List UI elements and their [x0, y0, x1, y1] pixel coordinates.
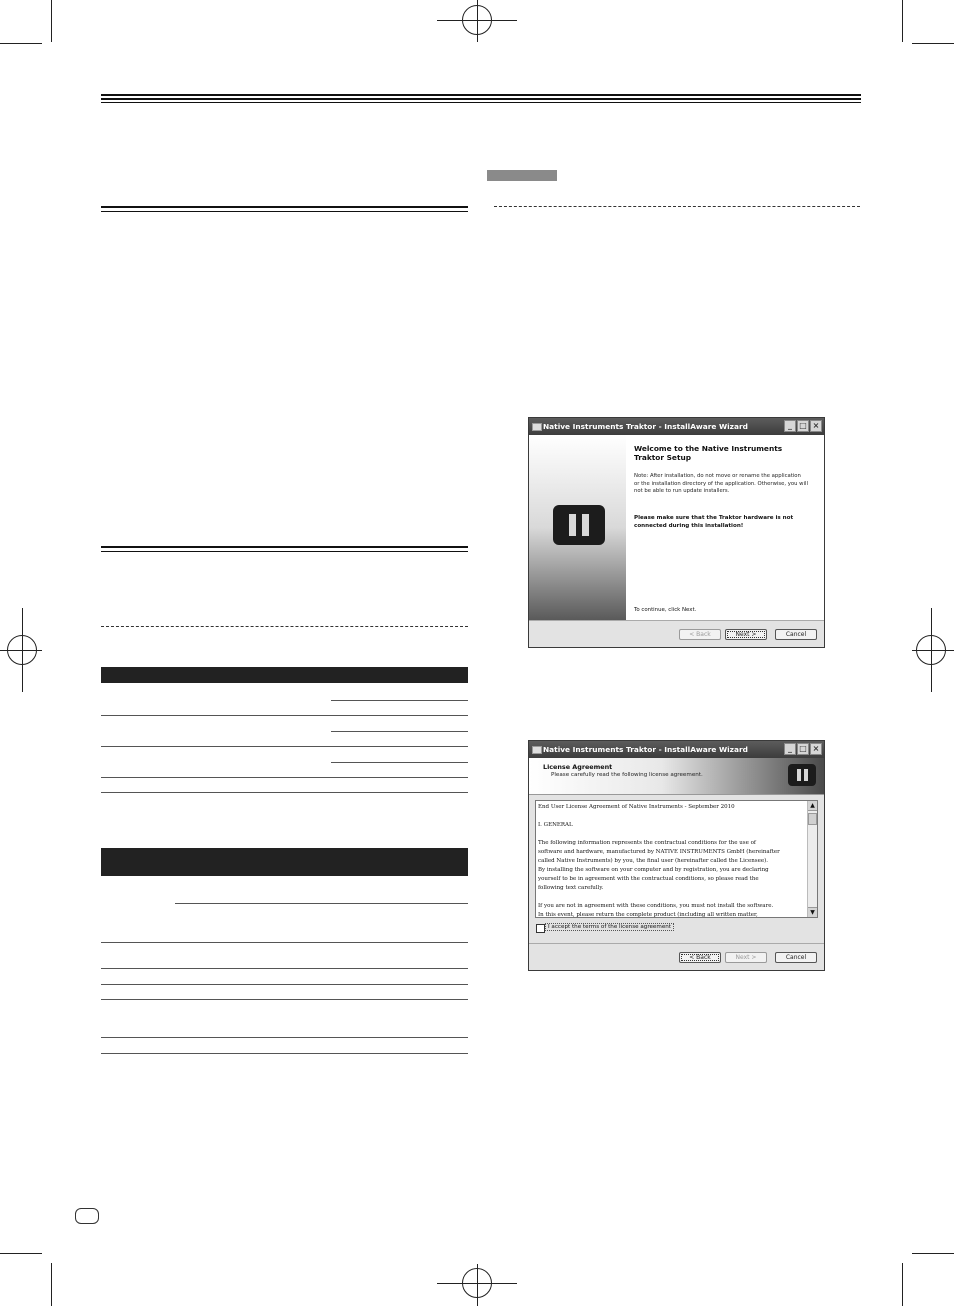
maximize-icon[interactable]: □: [797, 420, 809, 432]
license-line: [538, 812, 808, 821]
maximize-icon[interactable]: □: [797, 743, 809, 755]
license-line: [538, 893, 808, 902]
welcome-heading-line1: Welcome to the Native Instruments: [634, 444, 783, 453]
license-text-box[interactable]: [535, 800, 818, 918]
close-icon[interactable]: ×: [810, 420, 822, 432]
license-dialog-title: Native Instruments Traktor - InstallAware Wizard: [543, 745, 748, 754]
scroll-up-icon[interactable]: ▲: [808, 801, 817, 811]
welcome-cancel-button[interactable]: Cancel: [775, 629, 817, 640]
welcome-note-line2: or the installation directory of the application. Otherwise, you will: [634, 480, 808, 487]
license-dialog-titlebar[interactable]: [529, 741, 824, 758]
page-number-badge: [75, 1208, 99, 1224]
license-scrollbar[interactable]: [807, 801, 817, 917]
ni-logo-icon: [788, 764, 816, 786]
license-line: In this event, please return the complete product (including all written matter,: [538, 912, 758, 918]
license-line: End User License Agreement of Native Instruments - September 2010: [538, 804, 735, 810]
dashed-divider-left: [101, 626, 468, 627]
welcome-note-line3: not be able to run update installers.: [634, 488, 730, 494]
minimize-icon[interactable]: _: [784, 743, 796, 755]
welcome-next-button[interactable]: Next >: [725, 629, 767, 640]
welcome-warning-line1: Please make sure that the Traktor hardware is not: [634, 515, 794, 521]
license-line: called Native Instruments) by you, the final user (hereinafter called the Licensee).: [538, 858, 768, 864]
license-section-title: License Agreement: [543, 763, 613, 771]
ni-logo-icon: [553, 505, 605, 545]
accept-checkbox-label[interactable]: I accept the terms of the license agreement: [545, 923, 674, 931]
accept-checkbox[interactable]: [536, 924, 545, 933]
welcome-dialog: [528, 417, 825, 648]
minimize-icon[interactable]: _: [784, 420, 796, 432]
license-line: By installing the software on your computer and by registration, you are declaring: [538, 867, 769, 873]
welcome-warning-line2: connected during this installation!: [634, 522, 744, 529]
license-line: If you are not in agreement with these conditions, you must not install the software.: [538, 903, 774, 909]
welcome-dialog-title: Native Instruments Traktor - InstallAware Wizard: [543, 422, 748, 431]
license-line: yourself to be in agreement with the contractual conditions, so please read the: [538, 876, 759, 882]
welcome-heading-line2: Traktor Setup: [634, 453, 692, 462]
license-cancel-button[interactable]: Cancel: [775, 952, 817, 963]
license-line: The following information represents the contractual conditions for the use of: [538, 840, 756, 846]
license-line: software and hardware, manufactured by NATIVE INSTRUMENTS GmbH (hereinafter: [538, 849, 780, 855]
welcome-dialog-titlebar[interactable]: [529, 418, 824, 435]
license-line: following text carefully.: [538, 885, 604, 891]
welcome-continue-text: To continue, click Next.: [634, 607, 697, 613]
license-line: I. GENERAL: [538, 822, 573, 828]
welcome-note-line1: Note: After installation, do not move or rename the application: [634, 473, 801, 479]
app-icon: [532, 746, 542, 754]
license-line: [538, 830, 808, 839]
license-header: [529, 758, 824, 794]
welcome-content: [626, 435, 824, 620]
scroll-down-icon[interactable]: ▼: [808, 907, 817, 917]
welcome-back-button[interactable]: < Back: [679, 629, 721, 640]
license-back-button[interactable]: < Back: [679, 952, 721, 963]
app-icon: [532, 423, 542, 431]
license-text: [538, 803, 808, 918]
scroll-thumb[interactable]: [808, 813, 817, 825]
close-icon[interactable]: ×: [810, 743, 822, 755]
welcome-side-panel: [529, 435, 626, 620]
license-dialog: [528, 740, 825, 971]
license-next-button[interactable]: Next >: [725, 952, 767, 963]
dashed-divider-right: [494, 206, 860, 207]
license-section-subtitle: Please carefully read the following license agreement.: [551, 772, 703, 778]
section-tab: [487, 170, 557, 181]
